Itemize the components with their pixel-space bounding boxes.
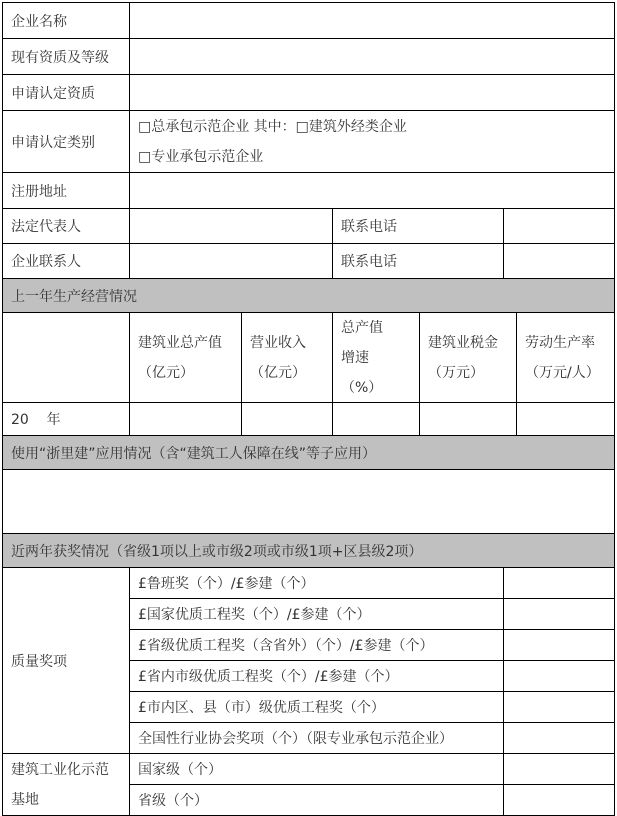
- base-value-provincial[interactable]: [503, 784, 615, 816]
- award-value-national-quality[interactable]: [503, 598, 615, 630]
- production-col-tax: [419, 312, 517, 403]
- award-item-city-quality: £省内市级优质工程奖（个）/£参建（个）: [129, 660, 504, 692]
- legal-rep-phone-label: 联系电话: [332, 208, 504, 244]
- col-unit: （万元）: [428, 364, 484, 381]
- legal-rep-phone-field[interactable]: [503, 208, 615, 244]
- applied-qualification-label: 申请认定资质: [2, 74, 130, 111]
- base-item-provincial: 省级（个）: [129, 784, 504, 816]
- applied-category-options: [129, 110, 615, 173]
- col-unit: （亿元）: [138, 364, 194, 381]
- category-option-general-contracting[interactable]: □总承包示范企业 其中：□建筑外经类企业: [138, 118, 407, 135]
- base-item-national: 国家级（个）: [129, 753, 504, 785]
- productivity-field[interactable]: [516, 402, 615, 436]
- production-col-total-output: [129, 312, 242, 403]
- award-value-district-quality[interactable]: [503, 691, 615, 723]
- base-label-line1: 建筑工业化示范: [11, 761, 109, 778]
- base-value-national[interactable]: [503, 753, 615, 785]
- applied-qualification-field[interactable]: [129, 74, 615, 111]
- production-section-header: 上一年生产经营情况: [2, 278, 615, 313]
- col-title: 营业收入: [250, 334, 306, 351]
- award-item-industry-association: 全国性行业协会奖项（个）（限专业承包示范企业）: [129, 722, 504, 754]
- company-name-label: 企业名称: [2, 2, 130, 39]
- col-unit: （%）: [341, 379, 383, 396]
- application-form-table: [2, 2, 615, 815]
- col-title: 总产值: [341, 319, 383, 336]
- award-value-city-quality[interactable]: [503, 660, 615, 692]
- col-title: 建筑业总产值: [138, 334, 222, 351]
- contact-phone-field[interactable]: [503, 243, 615, 279]
- industrialization-base-label: [2, 753, 130, 816]
- base-label-line2: 基地: [11, 791, 39, 808]
- legal-rep-field[interactable]: [129, 208, 333, 244]
- legal-rep-label: 法定代表人: [2, 208, 130, 244]
- award-value-provincial-quality[interactable]: [503, 629, 615, 661]
- category-option-specialty-contracting[interactable]: □专业承包示范企业: [138, 148, 264, 165]
- app-usage-section-header: 使用“浙里建”应用情况（含“建筑工人保障在线”等子应用）: [2, 435, 615, 470]
- year-label: 20 年: [2, 402, 130, 436]
- award-item-district-quality: £市内区、县（市）级优质工程奖（个）: [129, 691, 504, 723]
- col-unit: （万元/人）: [525, 364, 600, 381]
- award-value-luban[interactable]: [503, 567, 615, 599]
- col-title-cont: 增速: [341, 349, 369, 366]
- award-item-luban: £鲁班奖（个）/£参建（个）: [129, 567, 504, 599]
- award-item-provincial-quality: £省级优质工程奖（含省外）（个）/£参建（个）: [129, 629, 504, 661]
- col-title: 建筑业税金: [428, 334, 498, 351]
- award-value-industry-association[interactable]: [503, 722, 615, 754]
- company-name-field[interactable]: [129, 2, 615, 39]
- applied-category-label: 申请认定类别: [2, 110, 130, 173]
- revenue-field[interactable]: [241, 402, 333, 436]
- tax-field[interactable]: [419, 402, 517, 436]
- production-header-blank: [2, 312, 130, 403]
- quality-awards-label: 质量奖项: [2, 567, 130, 754]
- registered-address-label: 注册地址: [2, 172, 130, 209]
- current-qualification-label: 现有资质及等级: [2, 38, 130, 75]
- growth-field[interactable]: [332, 402, 420, 436]
- current-qualification-field[interactable]: [129, 38, 615, 75]
- registered-address-field[interactable]: [129, 172, 615, 209]
- contact-phone-label: 联系电话: [332, 243, 504, 279]
- production-col-productivity: [516, 312, 615, 403]
- contact-person-label: 企业联系人: [2, 243, 130, 279]
- awards-section-header: 近两年获奖情况（省级1项以上或市级2项或市级1项+区县级2项）: [2, 533, 615, 568]
- col-unit: （亿元）: [250, 364, 306, 381]
- total-output-field[interactable]: [129, 402, 242, 436]
- app-usage-field[interactable]: [2, 469, 615, 534]
- production-col-revenue: [241, 312, 333, 403]
- contact-person-field[interactable]: [129, 243, 333, 279]
- award-item-national-quality: £国家优质工程奖（个）/£参建（个）: [129, 598, 504, 630]
- production-col-growth: [332, 312, 420, 403]
- col-title: 劳动生产率: [525, 334, 595, 351]
